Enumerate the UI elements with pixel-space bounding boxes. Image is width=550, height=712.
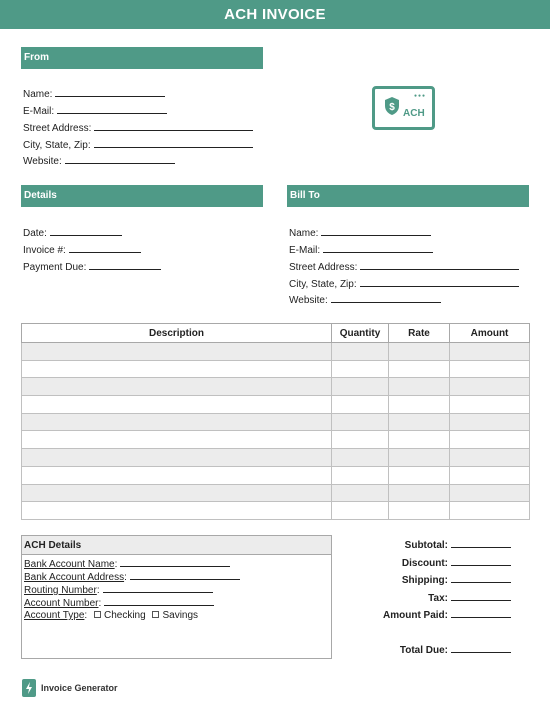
table-cell[interactable] xyxy=(332,396,389,414)
bank-account-address-field[interactable]: Bank Account Address: xyxy=(24,570,240,584)
routing-number-field[interactable]: Routing Number: xyxy=(24,583,213,597)
ach-details-box xyxy=(21,535,332,659)
table-cell[interactable] xyxy=(332,449,389,467)
table-cell[interactable] xyxy=(450,431,530,449)
table-cell[interactable] xyxy=(332,378,389,396)
account-type-label: Account Type xyxy=(24,610,85,621)
payment-due-label: Payment Due: xyxy=(23,262,87,273)
bill-email-label: E-Mail: xyxy=(289,245,321,256)
table-cell[interactable] xyxy=(450,466,530,484)
table-cell[interactable] xyxy=(389,413,450,431)
from-street-field[interactable] xyxy=(23,121,253,135)
bill-street-label: Street Address: xyxy=(289,262,358,273)
discount-label: Discount: xyxy=(401,558,448,569)
bill-city-label: City, State, Zip: xyxy=(289,279,357,290)
from-email-field[interactable] xyxy=(23,104,167,118)
table-row xyxy=(22,378,530,396)
from-email-label: E-Mail: xyxy=(23,106,55,117)
table-cell[interactable] xyxy=(332,431,389,449)
table-cell[interactable] xyxy=(450,360,530,378)
amount-paid-label: Amount Paid: xyxy=(383,610,448,621)
amount-paid-field[interactable] xyxy=(383,608,511,622)
table-cell[interactable] xyxy=(22,378,332,396)
table-row xyxy=(22,431,530,449)
discount-field[interactable] xyxy=(402,556,511,570)
bank-account-address-label: Bank Account Address xyxy=(24,572,125,583)
table-cell[interactable] xyxy=(332,343,389,361)
from-name-field[interactable] xyxy=(23,87,165,101)
table-row xyxy=(22,484,530,502)
account-number-field[interactable]: Account Number: xyxy=(24,596,214,610)
table-cell[interactable] xyxy=(22,466,332,484)
from-city-label: City, State, Zip: xyxy=(23,140,91,151)
from-header: From xyxy=(21,47,263,69)
from-street-label: Street Address: xyxy=(23,123,92,134)
checking-label: Checking xyxy=(103,610,146,621)
table-cell[interactable] xyxy=(450,396,530,414)
tax-label: Tax: xyxy=(428,593,448,604)
table-cell[interactable] xyxy=(332,466,389,484)
table-row xyxy=(22,343,530,361)
table-cell[interactable] xyxy=(389,396,450,414)
account-number-label: Account Number xyxy=(24,598,99,609)
table-cell[interactable] xyxy=(22,396,332,414)
bill-email-field[interactable] xyxy=(289,243,433,257)
bank-account-name-field[interactable]: Bank Account Name: xyxy=(24,557,230,571)
savings-checkbox[interactable] xyxy=(152,611,159,618)
shipping-label: Shipping: xyxy=(401,575,448,586)
from-website-field[interactable] xyxy=(23,154,175,168)
table-cell[interactable] xyxy=(22,449,332,467)
svg-text:$: $ xyxy=(389,102,395,113)
table-cell[interactable] xyxy=(389,378,450,396)
bill-name-label: Name: xyxy=(289,228,319,239)
table-cell[interactable] xyxy=(389,484,450,502)
table-row xyxy=(22,360,530,378)
bank-account-name-label: Bank Account Name xyxy=(24,559,115,570)
table-cell[interactable] xyxy=(389,343,450,361)
col-rate: Rate xyxy=(389,324,450,343)
table-cell[interactable] xyxy=(450,413,530,431)
table-row xyxy=(22,413,530,431)
table-cell[interactable] xyxy=(389,431,450,449)
table-cell[interactable] xyxy=(332,413,389,431)
details-header: Details xyxy=(21,185,263,207)
table-cell[interactable] xyxy=(332,484,389,502)
table-cell[interactable] xyxy=(332,502,389,520)
date-label: Date: xyxy=(23,228,47,239)
dots-icon: ●●● xyxy=(413,93,426,99)
bill-website-field[interactable] xyxy=(289,293,441,307)
logo-text: ACH xyxy=(403,108,425,119)
bill-to-header: Bill To xyxy=(287,185,529,207)
table-cell[interactable] xyxy=(22,343,332,361)
ach-logo xyxy=(372,86,435,130)
table-cell[interactable] xyxy=(450,343,530,361)
table-row xyxy=(22,502,530,520)
bill-website-label: Website: xyxy=(289,295,328,306)
table-cell[interactable] xyxy=(22,413,332,431)
table-header-row xyxy=(22,324,530,343)
routing-number-label: Routing Number xyxy=(24,585,97,596)
col-amount: Amount xyxy=(450,324,530,343)
from-name-label: Name: xyxy=(23,89,53,100)
invoice-number-label: Invoice #: xyxy=(23,245,66,256)
table-cell[interactable] xyxy=(389,502,450,520)
table-cell[interactable] xyxy=(22,484,332,502)
bill-name-field[interactable] xyxy=(289,226,431,240)
brand-name: Invoice Generator xyxy=(41,683,118,693)
from-website-label: Website: xyxy=(23,156,62,167)
table-cell[interactable] xyxy=(22,360,332,378)
table-cell[interactable] xyxy=(389,466,450,484)
shipping-field[interactable] xyxy=(402,573,511,587)
account-type-field: Account Type: Checking Savings xyxy=(24,610,199,621)
from-city-field[interactable] xyxy=(23,138,253,152)
table-cell[interactable] xyxy=(450,484,530,502)
items-table xyxy=(21,323,530,520)
table-cell[interactable] xyxy=(22,502,332,520)
subtotal-label: Subtotal: xyxy=(404,540,448,551)
checking-checkbox[interactable] xyxy=(94,611,101,618)
ach-details-header: ACH Details xyxy=(22,536,331,555)
bill-city-field[interactable] xyxy=(289,277,519,291)
table-cell[interactable] xyxy=(22,431,332,449)
table-row xyxy=(22,396,530,414)
invoice-number-field[interactable] xyxy=(23,243,141,257)
date-field[interactable] xyxy=(23,226,122,240)
savings-label: Savings xyxy=(162,610,199,621)
invoice-title: ACH INVOICE xyxy=(0,0,550,29)
shield-dollar-icon xyxy=(384,96,400,116)
col-quantity: Quantity xyxy=(332,324,389,343)
payment-due-field[interactable] xyxy=(23,260,161,274)
table-cell[interactable] xyxy=(389,449,450,467)
table-cell[interactable] xyxy=(389,360,450,378)
col-description: Description xyxy=(22,324,332,343)
tax-field[interactable] xyxy=(428,591,511,605)
total-due-label: Total Due: xyxy=(399,645,448,656)
table-cell[interactable] xyxy=(332,360,389,378)
lightning-bolt-icon xyxy=(22,679,36,697)
table-row xyxy=(22,449,530,467)
total-due-field[interactable] xyxy=(400,643,511,657)
table-cell[interactable] xyxy=(450,378,530,396)
subtotal-field[interactable] xyxy=(405,538,511,552)
table-row xyxy=(22,466,530,484)
table-cell[interactable] xyxy=(450,502,530,520)
table-cell[interactable] xyxy=(450,449,530,467)
bill-street-field[interactable] xyxy=(289,260,519,274)
